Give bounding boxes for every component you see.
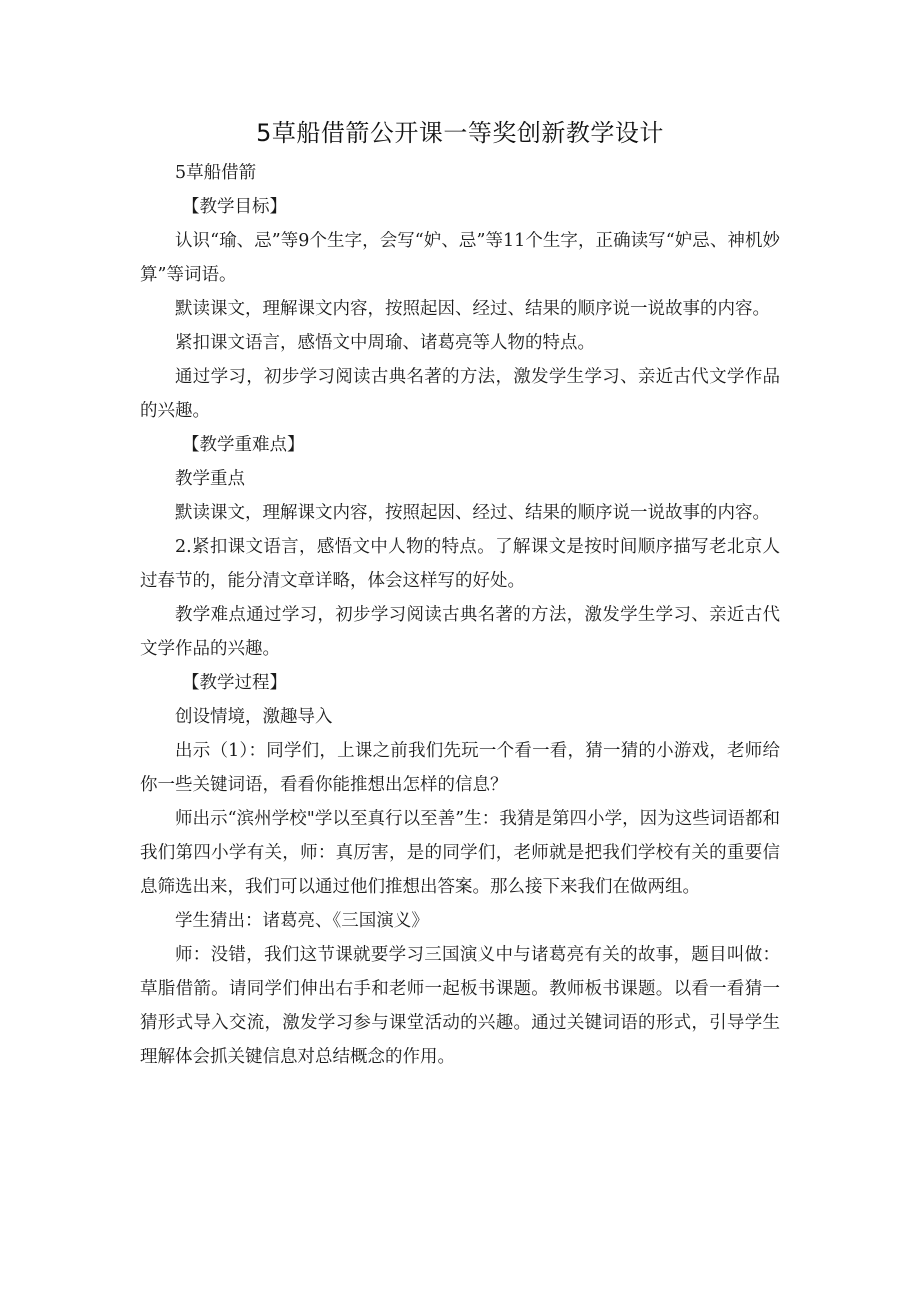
section-heading-key-points: 【教学重难点】 (182, 435, 305, 455)
paragraph: 出示（1）：同学们，上课之前我们先玩一个看一看，猜一猜的小游戏，老师给你一些关键词语，看看你能推想出怎样的信息？ (140, 741, 780, 795)
document-title: 5草船借箭公开课一等奖创新教学设计 (256, 119, 664, 147)
paragraph: 默读课文，理解课文内容，按照起因、经过、结果的顺序说一说故事的内容。 (175, 503, 770, 523)
paragraph: 认识“瑜、忌”等9个生字，会写“妒、忌”等11个生字，正确读写“妒忌、神机妙算”等词语。 (140, 231, 780, 285)
paragraph: 师出示“滨州学校"学以至真行以至善”生：我猜是第四小学，因为这些词语都和我们第四小学有关，师：真厉害，是的同学们，老师就是把我们学校有关的重要信息筛选出来，我们可以通过他们推想出答案。那么接下来我们在做两组。 (140, 809, 780, 897)
section-heading-process: 【教学过程】 (182, 673, 287, 693)
paragraph: 教学难点通过学习，初步学习阅读古典名著的方法，激发学生学习、亲近古代文学作品的兴趣。 (140, 605, 780, 659)
paragraph: 默读课文，理解课文内容，按照起因、经过、结果的顺序说一说故事的内容。 (175, 299, 770, 319)
lesson-heading: 5草船借箭 (175, 163, 257, 183)
subheading-key-point: 教学重点 (175, 469, 245, 489)
paragraph: 2.紧扣课文语言，感悟文中人物的特点。了解课文是按时间顺序描写老北京人过春节的，能分清文章详略，体会这样写的好处。 (140, 537, 780, 591)
paragraph: 通过学习，初步学习阅读古典名著的方法，激发学生学习、亲近古代文学作品的兴趣。 (140, 367, 780, 421)
document-body (140, 156, 780, 1074)
paragraph: 紧扣课文语言，感悟文中周瑜、诸葛亮等人物的特点。 (175, 333, 595, 353)
subheading-intro: 创设情境，激趣导入 (175, 707, 333, 727)
paragraph: 师：没错，我们这节课就要学习三国演义中与诸葛亮有关的故事，题目叫做：草脂借箭。请同学们伸出右手和老师一起板书课题。教师板书课题。以看一看猜一猜形式导入交流，激发学习参与课堂活动的兴趣。通过关键词语的形式，引导学生理解体会抓关键信息对总结概念的作用。 (140, 945, 780, 1067)
section-heading-objectives: 【教学目标】 (182, 197, 287, 217)
paragraph: 学生猜出：诸葛亮、《三国演义》 (175, 911, 429, 931)
